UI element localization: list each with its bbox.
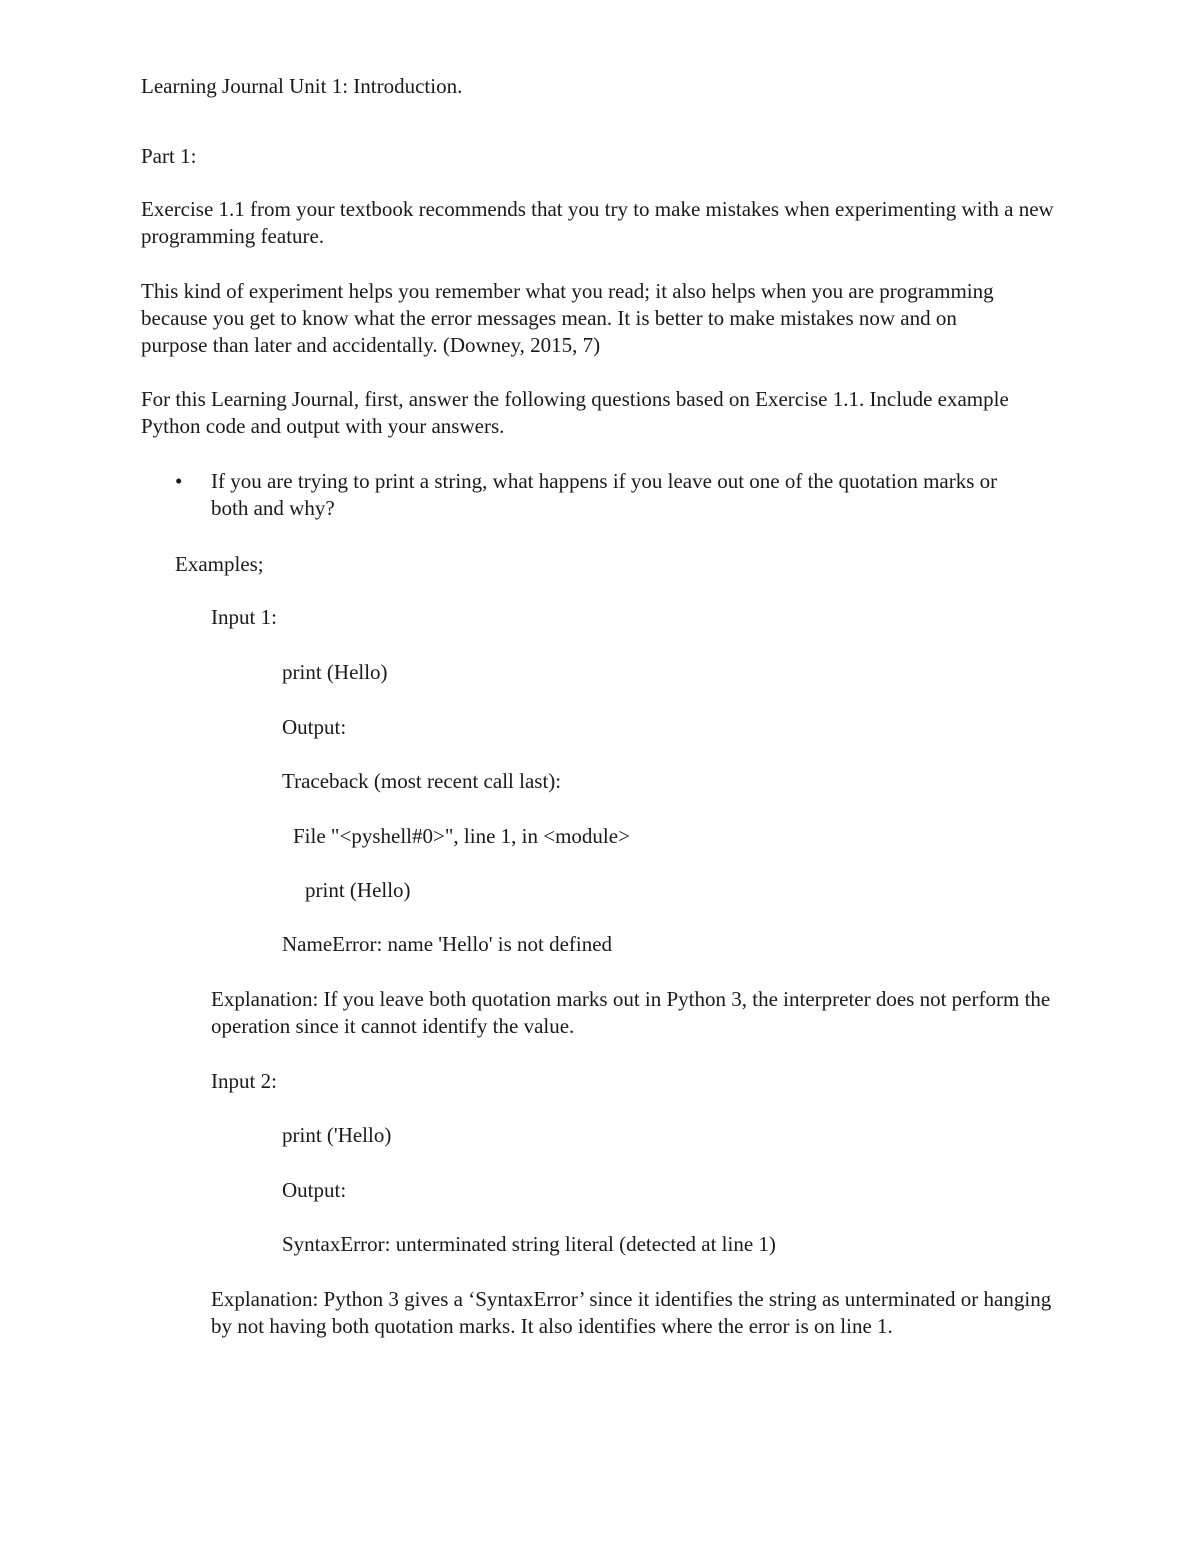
quote-paragraph: This kind of experiment helps you remember what you read; it also helps when you are programming because you get to know what the error messages mean. It is better to make mistakes now and on purpose than later and accidentally. (Downey, 2015, 7) — [141, 279, 994, 357]
input-2-explanation: Explanation: Python 3 gives a ‘SyntaxError’ since it identifies the string as unterminated or hanging by not having both quotation marks. It also identifies where the error is on line 1. — [211, 1287, 1052, 1338]
input-1-explanation: Explanation: If you leave both quotation marks out in Python 3, the interpreter does not perform the operation since it cannot identify the value. — [211, 987, 1051, 1038]
question-1: If you are trying to print a string, what happens if you leave out one of the quotation marks or both and why? — [211, 469, 998, 520]
input-2-error-line: SyntaxError: unterminated string literal (detected at line 1) — [282, 1232, 776, 1256]
intro-paragraph: Exercise 1.1 from your textbook recommends that you try to make mistakes when experimenting with a new programming feature. — [141, 197, 1054, 248]
input-2-label: Input 2: — [211, 1069, 277, 1093]
input-1-error-line: NameError: name 'Hello' is not defined — [282, 932, 613, 956]
input-1-file-line: File "<pyshell#0>", line 1, in <module> — [293, 824, 630, 848]
input-1-label: Input 1: — [211, 605, 277, 629]
input-1-code: print (Hello) — [282, 660, 388, 684]
part-heading: Part 1: — [141, 144, 197, 168]
input-1-output-label: Output: — [282, 715, 347, 739]
input-1-code-echo: print (Hello) — [305, 878, 411, 902]
examples-label: Examples; — [175, 552, 264, 576]
input-1-traceback-line: Traceback (most recent call last): — [282, 769, 562, 793]
document-title: Learning Journal Unit 1: Introduction. — [141, 74, 463, 98]
input-2-output-label: Output: — [282, 1178, 347, 1202]
bullet-marker: • — [175, 469, 183, 493]
input-2-code: print ('Hello) — [282, 1123, 392, 1147]
instructions-paragraph: For this Learning Journal, first, answer the following questions based on Exercise 1.1. Include example Python code and output with your answers. — [141, 387, 1009, 438]
